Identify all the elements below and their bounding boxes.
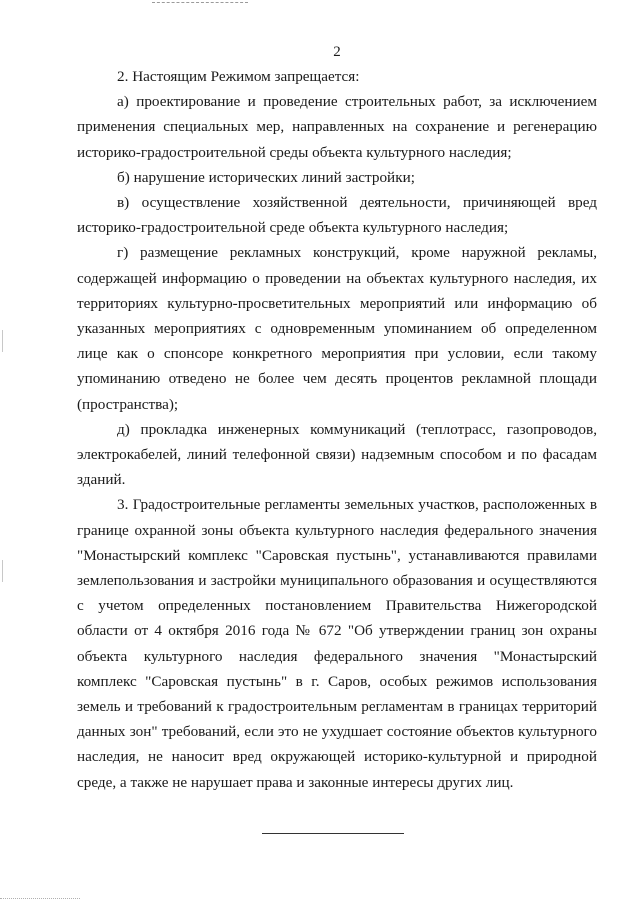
page-number: 2 <box>333 44 341 60</box>
scan-artifact-left <box>2 330 3 352</box>
document-body <box>77 64 597 795</box>
paragraph-subitem-b: б) нарушение исторических линий застройки; <box>117 168 415 186</box>
paragraph-subitem-v: в) осуществление хозяйственной деятельности, причиняющей вред историко-градостроительной среде объекта культурного наследия; <box>77 194 597 237</box>
scan-artifact-bottom <box>0 898 80 899</box>
paragraph-subitem-d: д) прокладка инженерных коммуникаций (теплотрасс, газопроводов, электрокабелей, линий телефонной связи) надземным способом и по фасадам зданий. <box>77 420 597 489</box>
scan-artifact-left <box>2 560 3 582</box>
paragraph-subitem-a: а) проектирование и проведение строительных работ, за исключением применения специальных мер, направленных на сохранение и регенерацию историко-градостроительной среды объекта культурного наследия; <box>77 93 597 161</box>
closing-rule <box>262 833 404 834</box>
paragraph-item-2-heading: 2. Настоящим Режимом запрещается: <box>117 68 360 85</box>
paragraph-item-3: 3. Градостроительные регламенты земельных участков, расположенных в границе охранной зоны объекта культурного наследия федерального значения "Монастырский комплекс "Саровская пустынь", устанавливаются правилами землепользования и застройки муниципального образования и осуществляются с учетом определенных постановлением Правительства Нижегородской области от 4 октября 2016 года № 672 "Об утверждении границ зон охраны объекта культурного наследия федерального значения "Монастырский комплекс "Саровская пустынь" в г. Саров, особых режимов использования земель и требований к градостроительным регламентам в границах территорий данных зон" требований, если это не ухудшает состояние объектов культурного наследия, не наносит вред окружающей историко-культурной и природной среде, а также не нарушает права и законные интересы других лиц. <box>77 496 597 791</box>
paragraph-subitem-g: г) размещение рекламных конструкций, кроме наружной рекламы, содержащей информацию о проведении на объектах культурного наследия, их территориях культурно-просветительных мероприятий или информацию об указанных мероприятиях с одновременным упоминанием об определенном лице как о спонсоре конкретного мероприятия при условии, если такому упоминанию отведено не более чем десять процентов рекламной площади (пространства); <box>77 244 597 413</box>
scan-artifact-top <box>152 2 248 3</box>
